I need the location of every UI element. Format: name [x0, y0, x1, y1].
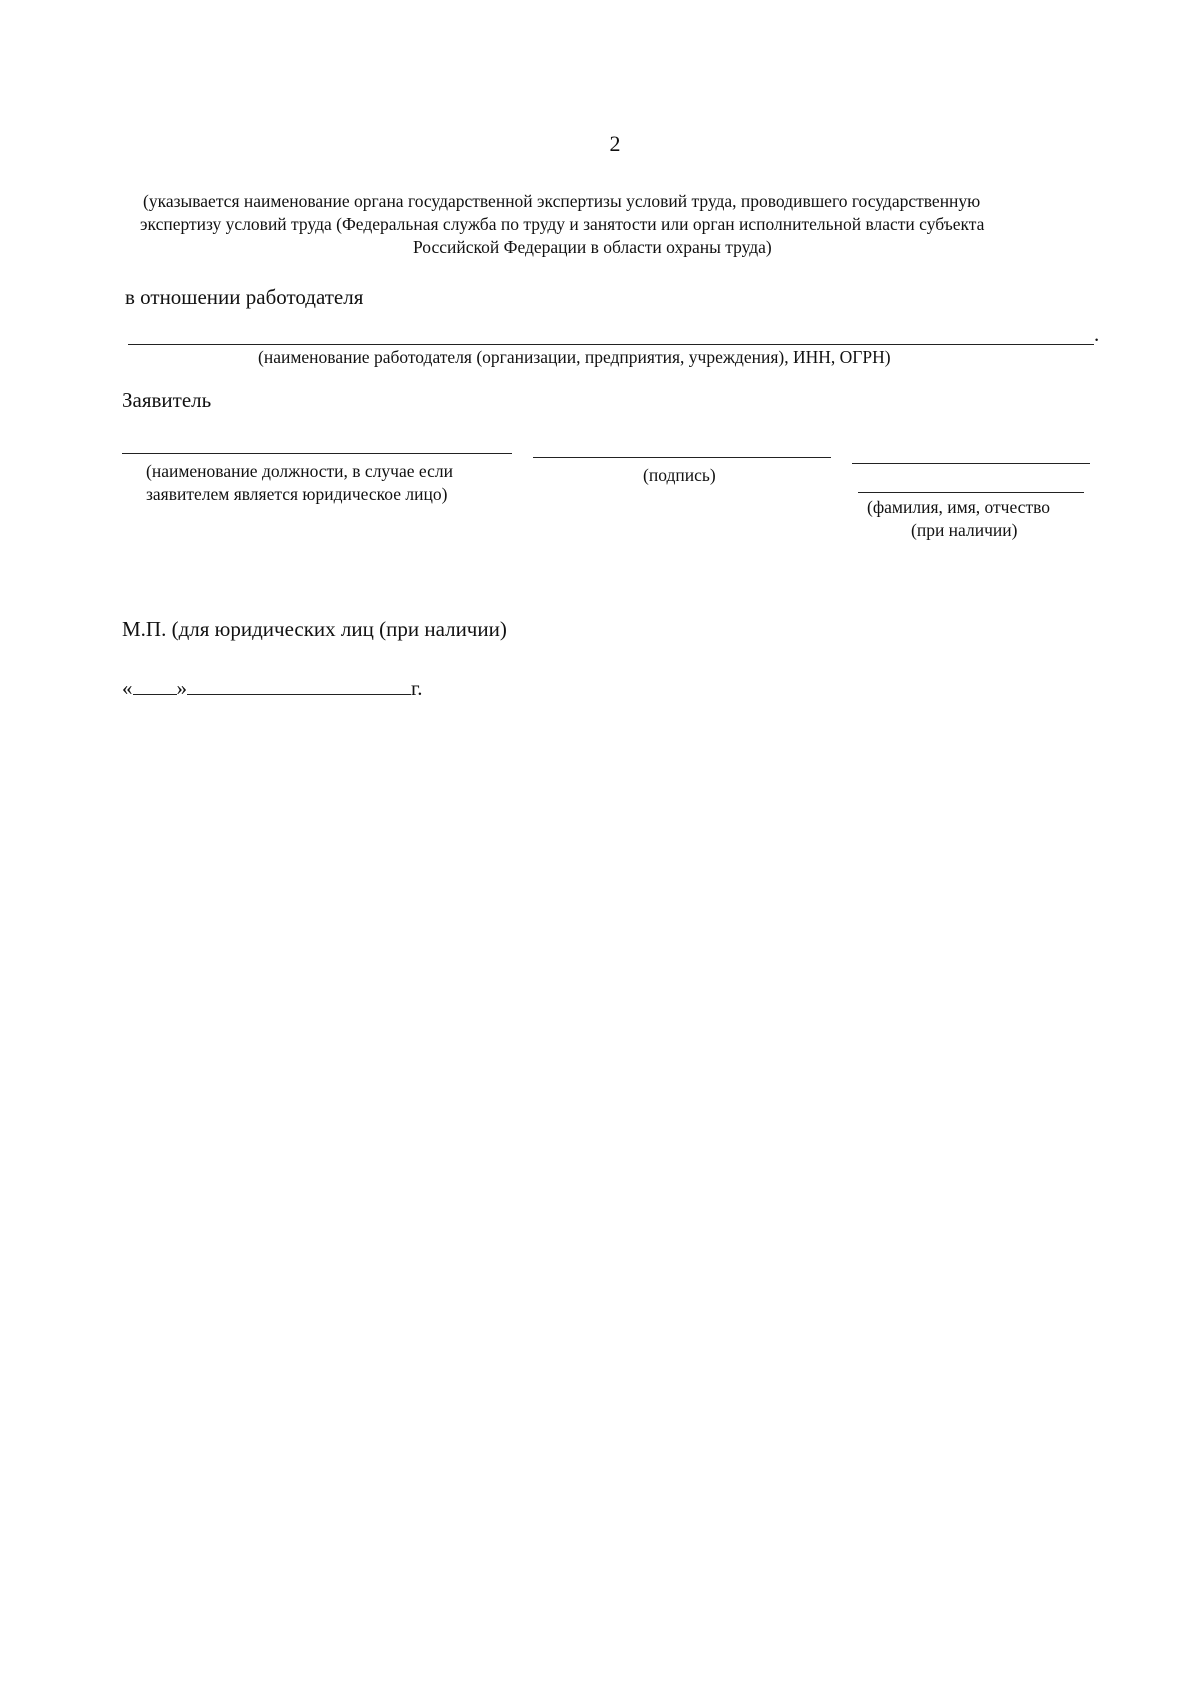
employer-label: в отношении работодателя: [125, 285, 364, 309]
applicant-name-caption-line-2: (при наличии): [911, 520, 1018, 540]
employer-line-end-dot: .: [1094, 322, 1100, 346]
date-close-quote: »: [176, 676, 187, 700]
applicant-signature-caption: (подпись): [643, 465, 716, 485]
date-open-quote: «: [122, 676, 133, 700]
page-number: 2: [609, 131, 621, 156]
stamp-label: М.П. (для юридических лиц (при наличии): [122, 617, 507, 641]
applicant-position-caption-line-1: (наименование должности, в случае если: [146, 461, 453, 481]
date-day-field[interactable]: [133, 674, 177, 695]
date-line: [122, 674, 423, 701]
applicant-signature-line[interactable]: [533, 457, 831, 458]
applicant-position-line[interactable]: [122, 453, 512, 454]
employer-caption: (наименование работодателя (организации, предприятия, учреждения), ИНН, ОГРН): [258, 347, 891, 367]
applicant-label: Заявитель: [122, 388, 212, 412]
applicant-name-line-lower: [858, 492, 1084, 493]
applicant-name-line[interactable]: [852, 463, 1090, 464]
applicant-position-caption-line-2: заявителем является юридическое лицо): [146, 484, 448, 504]
applicant-name-caption-line-1: (фамилия, имя, отчество: [867, 497, 1050, 517]
header-note-line-3: Российской Федерации в области охраны труда): [413, 237, 772, 257]
date-month-year-field[interactable]: [187, 674, 411, 695]
employer-name-line[interactable]: [128, 344, 1094, 345]
date-year-suffix: г.: [411, 676, 423, 700]
header-note-line-2: экспертизу условий труда (Федеральная служба по труду и занятости или орган исполнительной власти субъекта: [140, 214, 985, 234]
header-note-line-1: (указывается наименование органа государственной экспертизы условий труда, проводившего государственную: [143, 191, 981, 211]
